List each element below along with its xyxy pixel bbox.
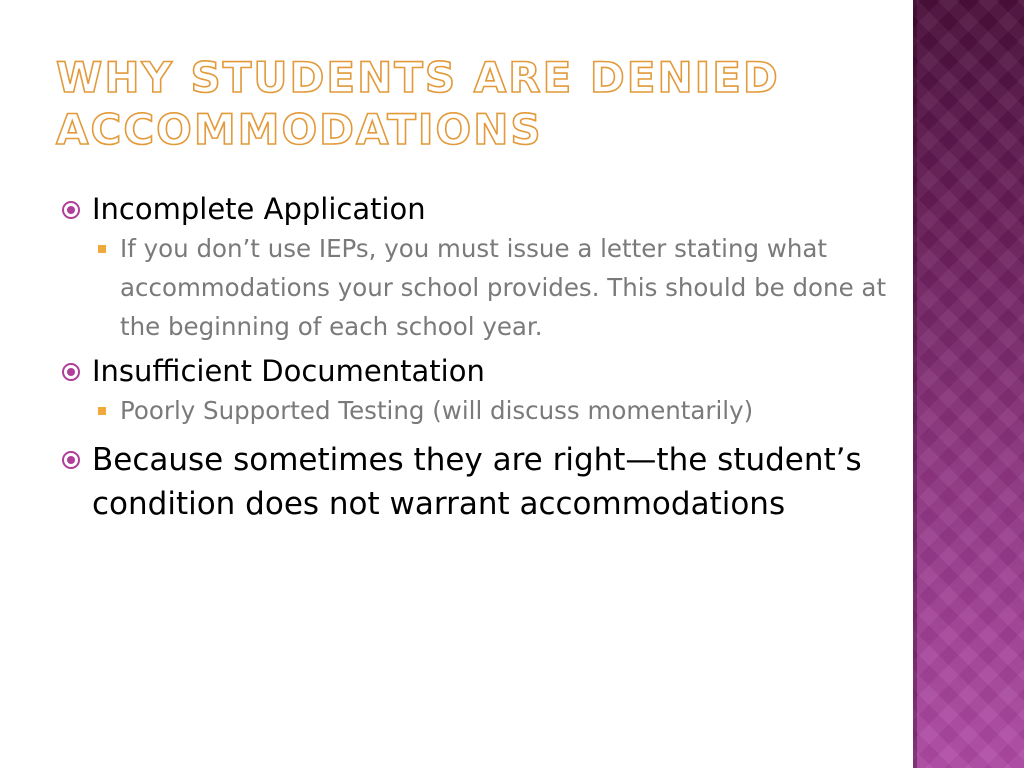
sub-bullet-text-2-1: Poorly Supported Testing (will discuss momentarily) xyxy=(120,396,754,425)
slide-title: WHY STUDENTS ARE DENIED ACCOMMODATIONS xyxy=(56,53,780,154)
bullet-item-2 xyxy=(62,352,892,391)
bullet-text-1: Incomplete Application xyxy=(92,192,426,226)
bullet-text-2: Insufficient Documentation xyxy=(92,354,485,388)
square-bullet-icon xyxy=(92,391,120,430)
sub-bullet-item-1-1 xyxy=(92,229,892,346)
ring-bullet-icon xyxy=(62,438,92,482)
sub-bullet-item-2-1 xyxy=(92,391,892,430)
ring-bullet-icon xyxy=(62,190,92,229)
sub-bullet-text-1-1: If you don’t use IEPs, you must issue a letter stating what accommodations your school provides. This should be done at the beginning of each school year. xyxy=(120,234,887,341)
bullet-item-3 xyxy=(62,438,892,526)
slide-content xyxy=(62,190,892,526)
bullet-text-3: Because sometimes they are right—the student’s condition does not warrant accommodations xyxy=(92,442,862,522)
decorative-side-band xyxy=(913,0,1024,768)
ring-bullet-icon xyxy=(62,352,92,391)
bullet-item-1 xyxy=(62,190,892,229)
square-bullet-icon xyxy=(92,229,120,268)
